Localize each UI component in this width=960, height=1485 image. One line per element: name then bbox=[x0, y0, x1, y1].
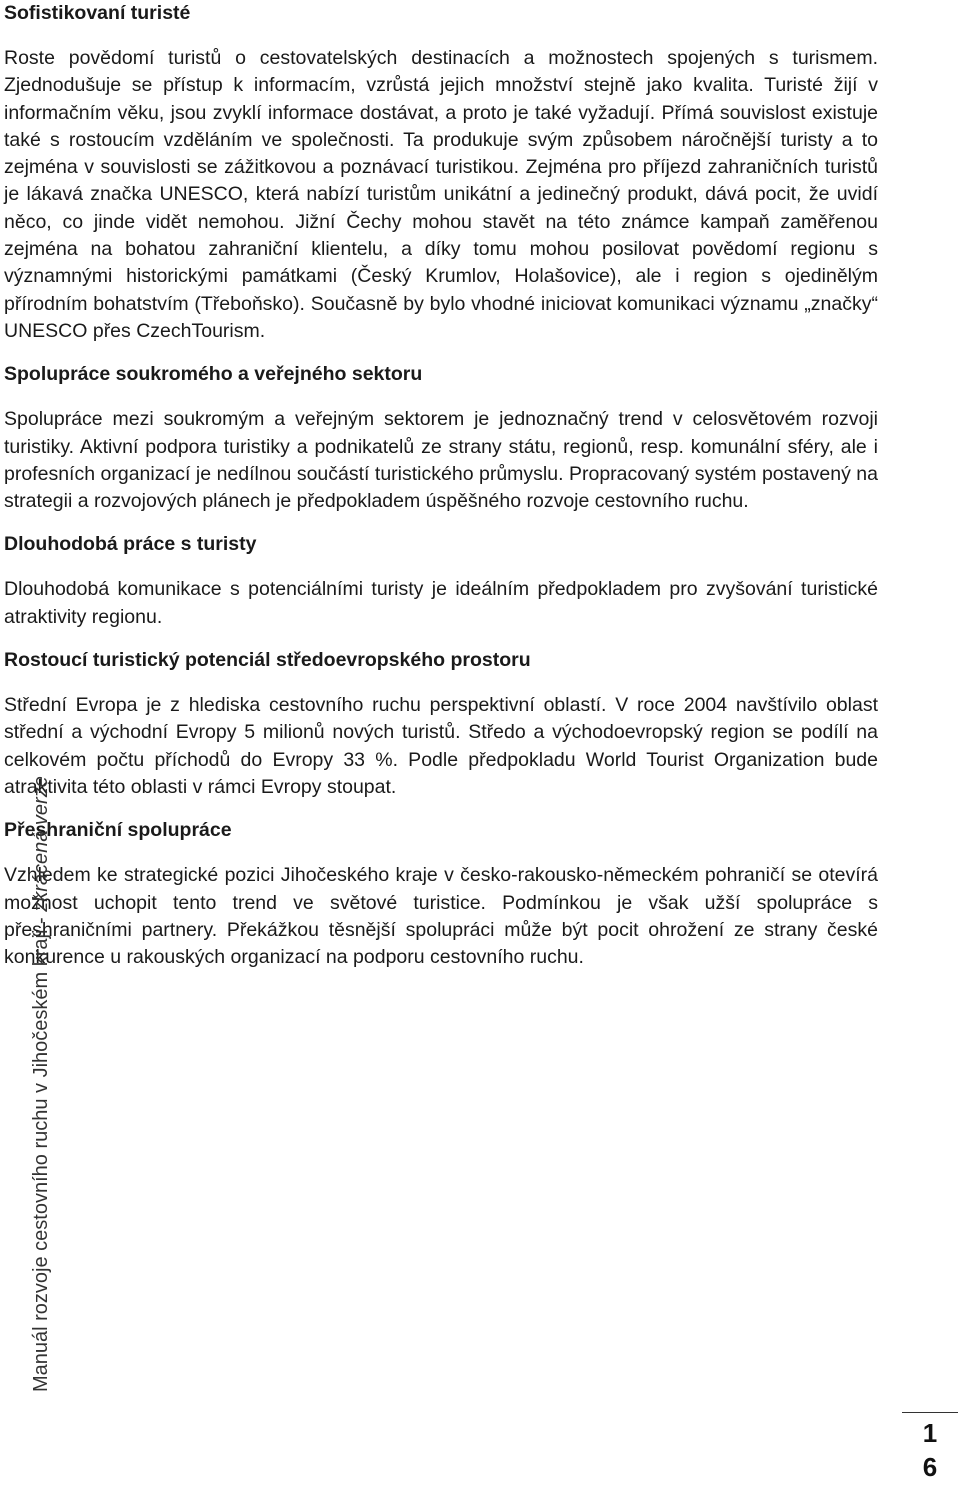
section-preshranicni-spoluprace bbox=[4, 817, 878, 971]
section-heading: Rostoucí turistický potenciál středoevropského prostoru bbox=[4, 649, 531, 672]
section-heading: Sofistikovaní turisté bbox=[4, 2, 191, 24]
section-heading: Přeshraniční spolupráce bbox=[4, 819, 232, 842]
section-sofistikovani-turiste bbox=[4, 0, 878, 345]
main-content bbox=[4, 0, 878, 971]
section-paragraph: Roste povědomí turistů o cestovatelských destinacích a možnostech spojených s turismem. Zjednodušuje se přístup k informacím, vzrůstá jejich množství stejně jako kvalita. Turisté žijí v informačním věku, jsou zvyklí informace dostávat, a proto je také vyžadují. Přímá souvislost existuje také s rostoucím vzděláním ve společnosti. Ta produkuje svým způsobem náročnější turisty a to zejména v souvislosti se zážitkovou a poznávací turistikou. Zejména pro příjezd zahraničních turistů je lákavá značka UNESCO, která nabízí turistům unikátní a jedinečný produkt, dává pocit, že uvidí něco, co jinde vidět nemohou. Jižní Čechy mohou stavět na této známce kampaň zaměřenou zejména na bohatou zahraniční klientelu, a díky tomu mohou posilovat povědomí regionu s významnými historickými památkami (Český Krumlov, Holašovice), ale i region s ojedinělým přírodním bohatstvím (Třeboňsko). Současně by bylo vhodné iniciovat komunikaci významu „značky“ UNESCO přes CzechTourism. bbox=[4, 47, 878, 342]
section-paragraph: Dlouhodobá komunikace s potenciálními turisty je ideálním předpokladem pro zvyšování turistické atraktivity regionu. bbox=[4, 578, 878, 628]
sidebar-divider bbox=[902, 1412, 958, 1413]
page-number-digit: 1 bbox=[922, 1418, 938, 1448]
section-heading: Dlouhodobá práce s turisty bbox=[4, 533, 257, 556]
section-heading: Spolupráce soukromého a veřejného sektoru bbox=[4, 363, 423, 386]
section-rostouci-potencial bbox=[4, 647, 878, 801]
page-number-digit: 6 bbox=[922, 1452, 938, 1482]
sidebar-subtitle: zkrácená verze bbox=[30, 776, 52, 912]
sidebar-running-title bbox=[30, 752, 53, 1392]
section-spoluprace-sektoru bbox=[4, 361, 878, 515]
sidebar-title: Manuál rozvoje cestovního ruchu v Jihočeském kraji - bbox=[30, 911, 52, 1392]
section-dlouhodoba-prace bbox=[4, 531, 878, 631]
section-paragraph: Spolupráce mezi soukromým a veřejným sektorem je jednoznačný trend v celosvětovém rozvoji turistiky. Aktivní podpora turistiky a podnikatelů ze strany státu, regionů, resp. komunální sféry, ale i profesních organizací je nedílnou součástí turistického průmyslu. Propracovaný systém postavený na strategii a rozvojových plánech je předpokladem úspěšného rozvoje cestovního ruchu. bbox=[4, 408, 878, 513]
section-paragraph: Vzhledem ke strategické pozici Jihočeského kraje v česko-rakousko-německém pohraničí se otevírá možnost uchopit tento trend ve světové turistice. Podmínkou je však užší spolupráce s přeshraničními partnery. Překážkou těsnější spolupráci může být pocit ohrožení ze strany české konkurence u rakouských organizací na podporu cestovního ruchu. bbox=[4, 864, 878, 969]
section-paragraph: Střední Evropa je z hlediska cestovního ruchu perspektivní oblastí. V roce 2004 navštívilo oblast střední a východní Evropy 5 milionů nových turistů. Středo a východoevropský region se podílí na celkovém počtu příchodů do Evropy 33 %. Podle předpokladu World Tourist Organization bude atraktivita této oblasti v rámci Evropy stoupat. bbox=[4, 694, 878, 798]
